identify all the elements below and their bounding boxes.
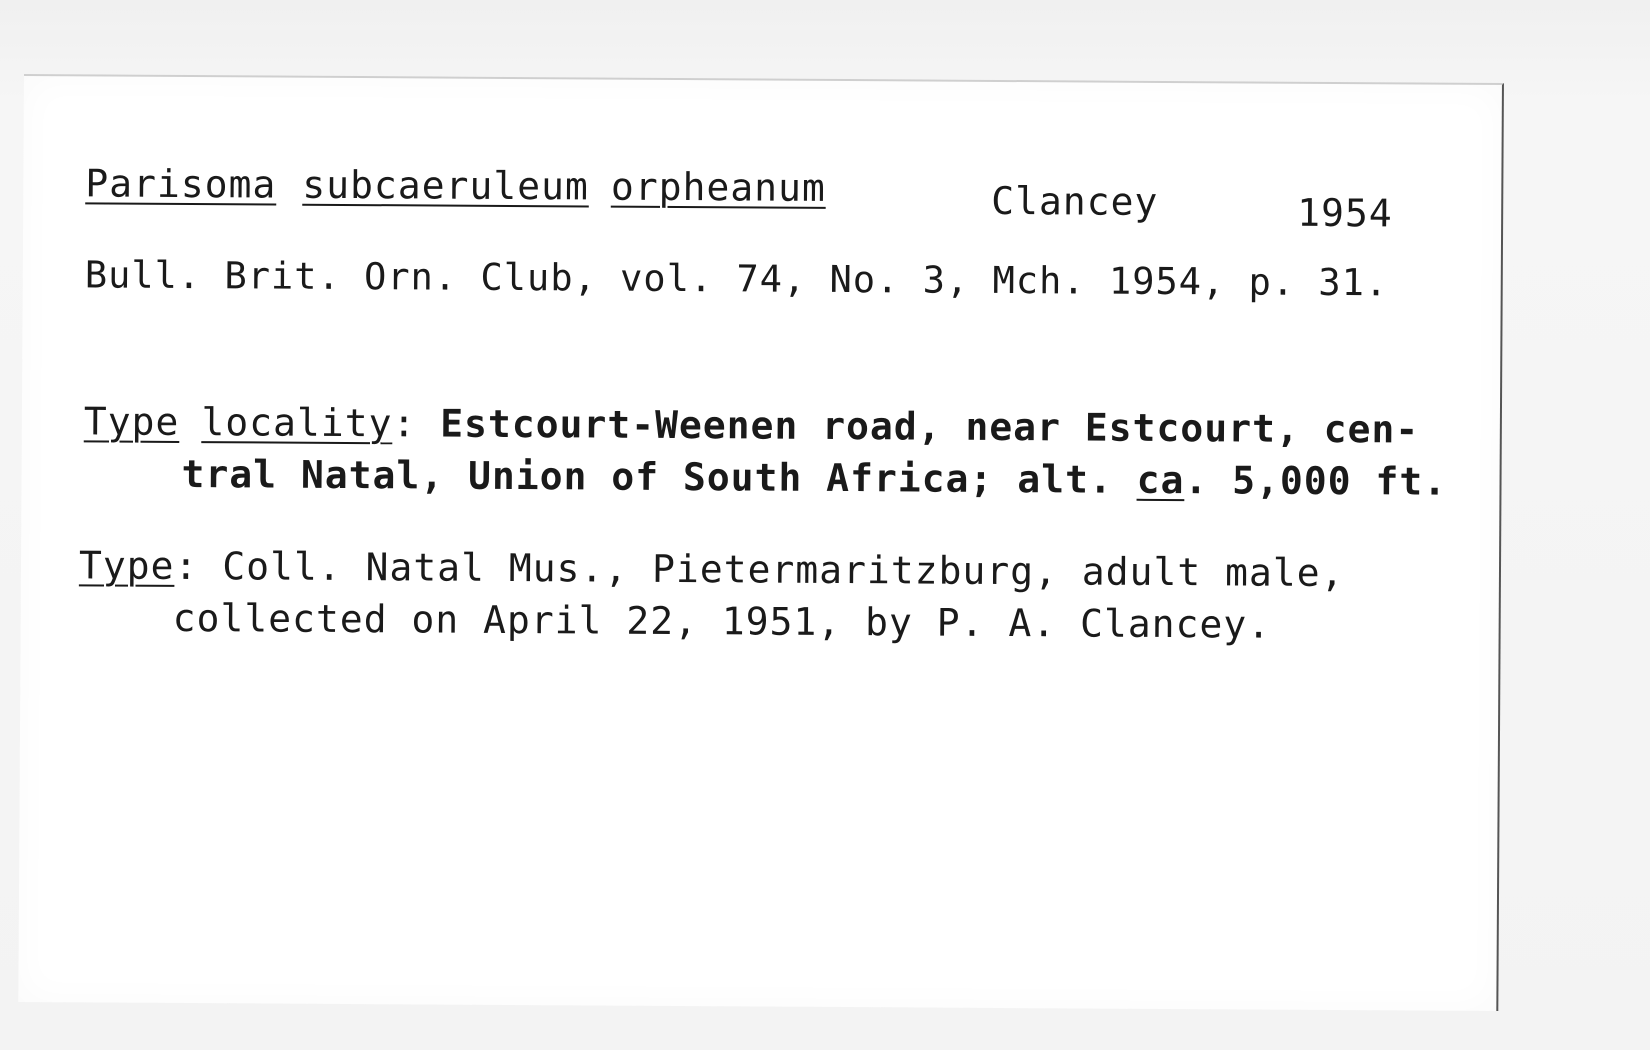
subspecies-name: orpheanum: [610, 164, 826, 210]
citation-line: Bull. Brit. Orn. Club, vol. 74, No. 3, Mch. 1954, p. 31.: [84, 253, 1389, 305]
type-locality-colon: :: [392, 401, 417, 446]
type-line-1: [78, 543, 1345, 596]
type-locality-line-1: [83, 399, 1420, 452]
type-label: Type: [78, 543, 175, 588]
index-card: [18, 74, 1504, 1011]
type-locality-label-locality: locality: [201, 400, 393, 446]
type-locality-text-1: Estcourt-Weenen road, near Estcourt, cen-: [416, 401, 1420, 452]
publication-year: 1954: [1297, 190, 1393, 236]
taxon-heading: [85, 161, 826, 210]
type-locality-text-2: tral Natal, Union of South Africa; alt.: [181, 451, 1137, 502]
type-line-2: collected on April 22, 1951, by P. A. Clancey.: [172, 595, 1272, 647]
circa-abbreviation: ca: [1136, 457, 1185, 503]
genus-name: Parisoma: [85, 161, 277, 207]
type-locality-altitude: . 5,000 ft.: [1184, 458, 1448, 504]
type-locality-line-2: [181, 451, 1448, 504]
species-name: subcaeruleum: [302, 162, 590, 209]
type-text-1: : Coll. Natal Mus., Pietermaritzburg, adult male,: [174, 543, 1345, 596]
type-locality-label-type: Type: [83, 399, 180, 444]
author-name: Clancey: [991, 178, 1159, 224]
